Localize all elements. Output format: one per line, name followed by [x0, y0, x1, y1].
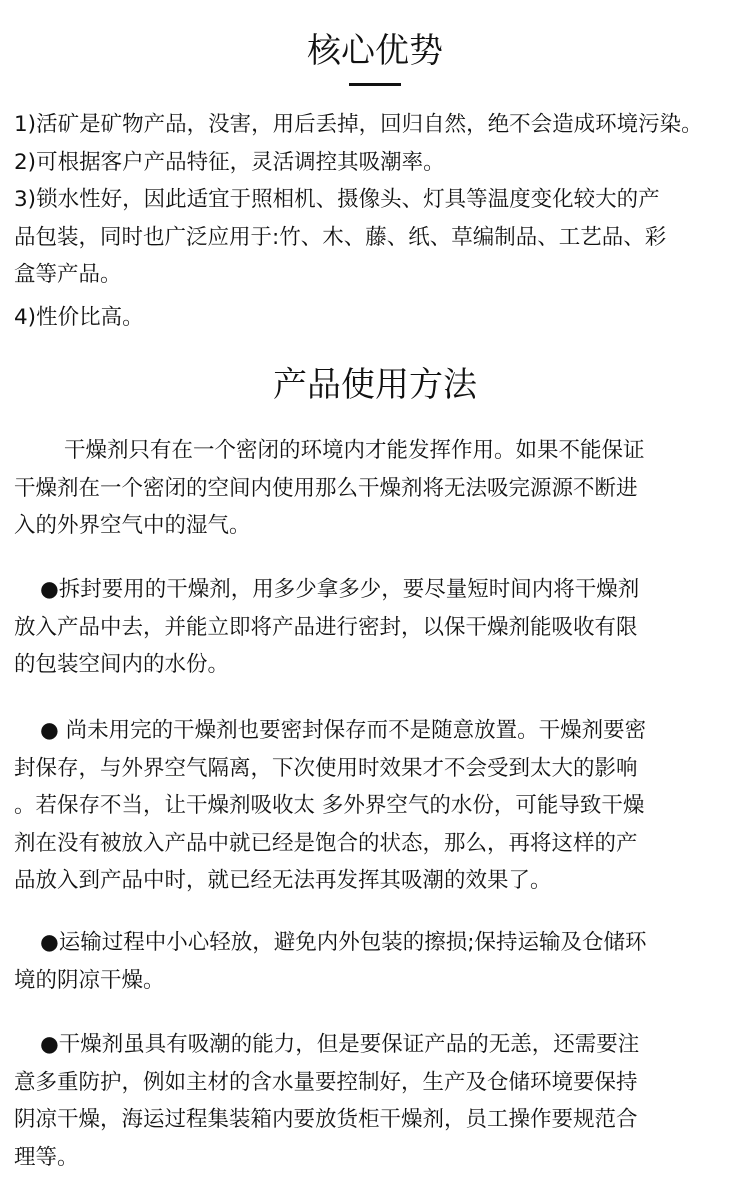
- paragraph-line: 剂在没有被放入产品中就已经是饱合的状态，那么，再将这样的产: [14, 830, 638, 856]
- usage-paragraph-1: [14, 432, 750, 545]
- advantage-line: 2)可根据客户产品特征，灵活调控其吸潮率。: [14, 149, 445, 175]
- usage-paragraph-3: [14, 712, 750, 900]
- paragraph-line: ●运输过程中小心轻放，避免内外包装的擦损;保持运输及仓储环: [40, 930, 647, 955]
- title-underline: [349, 83, 401, 86]
- paragraph-line: 意多重防护，例如主材的含水量要控制好，生产及仓储环境要保持: [14, 1069, 638, 1095]
- paragraph-line: 干燥剂在一个密闭的空间内使用那么干燥剂将无法吸完源源不断进: [14, 475, 638, 501]
- paragraph-line: ●干燥剂虽具有吸潮的能力，但是要保证产品的无恙，还需要注: [40, 1032, 640, 1057]
- paragraph-line: ● 尚未用完的干燥剂也要密封保存而不是随意放置。干燥剂要密: [40, 718, 647, 743]
- paragraph-line: 入的外界空气中的湿气。: [14, 513, 251, 538]
- advantage-line: 1)活矿是矿物产品，没害，用后丢掉，回归自然，绝不会造成环境污染。: [14, 112, 703, 137]
- paragraph-line: 的包装空间内的水份。: [14, 652, 230, 677]
- advantage-line: 品包装，同时也广泛应用于:竹、木、藤、纸、草编制品、工艺品、彩: [14, 224, 667, 250]
- paragraph-line: 品放入到产品中时，就已经无法再发挥其吸潮的效果了。: [14, 868, 552, 893]
- advantages-title: 核心优势: [307, 31, 443, 71]
- paragraph-line: ●拆封要用的干燥剂，用多少拿多少，要尽量短时间内将干燥剂: [40, 577, 640, 602]
- usage-paragraph-2: [14, 571, 750, 684]
- paragraph-line: 封保存，与外界空气隔离，下次使用时效果才不会受到太大的影响: [14, 755, 638, 781]
- paragraph-line: 干燥剂只有在一个密闭的环境内才能发挥作用。如果不能保证: [64, 438, 645, 463]
- paragraph-line: 放入产品中去，并能立即将产品进行密封，以保干燥剂能吸收有限: [14, 614, 638, 640]
- paragraph-line: 。若保存不当，让干燥剂吸收太 多外界空气的水份，可能导致干燥: [14, 793, 645, 818]
- usage-title: 产品使用方法: [273, 365, 477, 405]
- paragraph-line: 理等。: [14, 1144, 79, 1170]
- paragraph-line: 阴凉干燥，海运过程集装箱内要放货柜干燥剂，员工操作要规范合: [14, 1107, 638, 1132]
- advantage-line: 4)性价比高。: [14, 304, 144, 330]
- advantage-line: 3)锁水性好，因此适宜于照相机、摄像头、灯具等温度变化较大的产: [14, 187, 660, 212]
- advantages-list: [14, 106, 750, 336]
- paragraph-line: 境的阴凉干燥。: [14, 967, 165, 993]
- usage-paragraph-5: [14, 1026, 750, 1176]
- advantage-line: 盒等产品。: [14, 262, 122, 287]
- usage-paragraph-4: [14, 924, 750, 999]
